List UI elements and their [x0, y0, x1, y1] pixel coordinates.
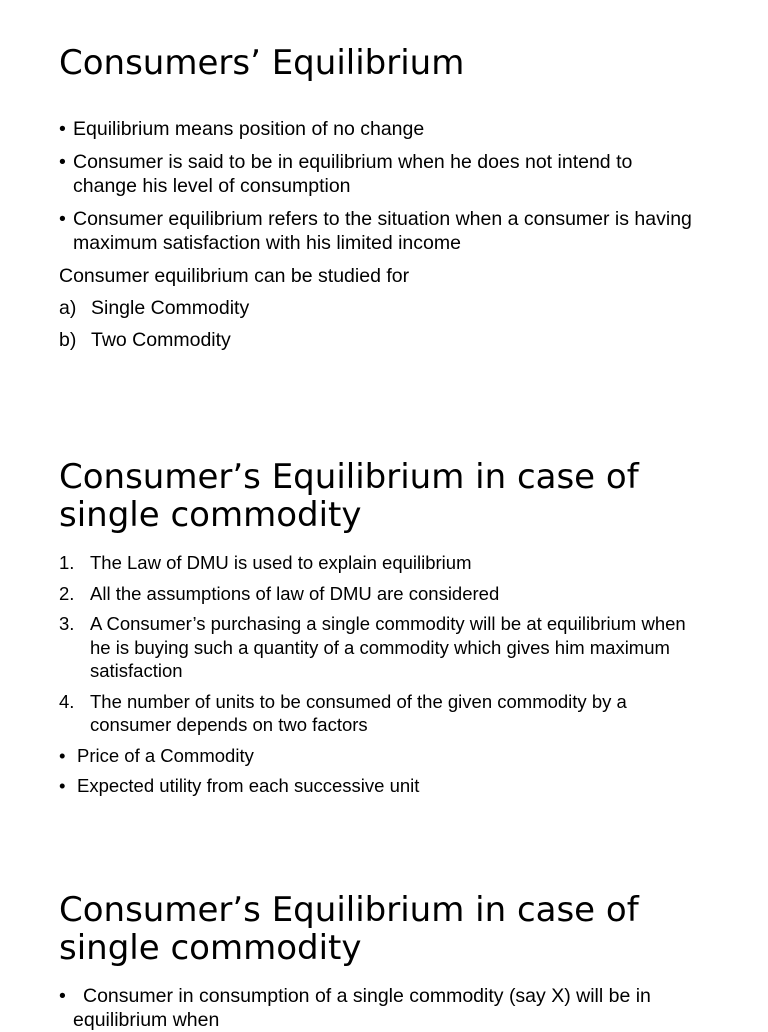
- bullet-dot: •: [59, 151, 66, 173]
- intro-text: Consumer equilibrium can be studied for: [59, 265, 410, 287]
- list-marker: 3.: [59, 613, 75, 634]
- bullet-dot: •: [59, 118, 66, 140]
- bullet-text: Consumer equilibrium refers to the situation when a consumer is having maximum satisfaction with his limited income: [73, 208, 692, 254]
- list-marker: b): [59, 329, 77, 351]
- bullet-text: Consumer in consumption of a single commodity (say X) will be in equilibrium when: [73, 985, 651, 1031]
- bullet-dot: •: [59, 775, 66, 796]
- list-text: Two Commodity: [91, 329, 231, 351]
- bullet-dot: •: [59, 985, 66, 1007]
- bullet-text: Equilibrium means position of no change: [73, 118, 425, 140]
- list-text: The Law of DMU is used to explain equilibrium: [90, 552, 472, 573]
- slide-3-body: [59, 984, 689, 1032]
- bullet-dot: •: [59, 208, 66, 230]
- slide-1-title: Consumers’ Equilibrium: [59, 43, 465, 83]
- bullet-text: Expected utility from each successive unit: [77, 775, 420, 796]
- list-marker: 1.: [59, 552, 75, 573]
- slide-3-title-line-2: single commodity: [59, 928, 362, 968]
- list-marker: 2.: [59, 582, 75, 604]
- list-text: Single Commodity: [91, 297, 250, 319]
- slide-3-title-line-1: Consumer’s Equilibrium in case of: [59, 890, 639, 930]
- list-text: The number of units to be consumed of the given commodity by a consumer depends on two factors: [90, 690, 627, 735]
- bullet-dot: •: [59, 744, 66, 766]
- slide-2-title-line-2: single commodity: [59, 495, 362, 535]
- bullet-text: Consumer is said to be in equilibrium when he does not intend to change his level of consumption: [73, 151, 633, 197]
- slide-2-title-line-1: Consumer’s Equilibrium in case of: [59, 457, 639, 497]
- bullet-item: [59, 984, 689, 1032]
- list-text: All the assumptions of law of DMU are considered: [90, 582, 500, 604]
- list-marker: a): [59, 297, 77, 319]
- list-marker: 4.: [59, 690, 75, 712]
- list-text: A Consumer’s purchasing a single commodity will be at equilibrium when he is buying such a quantity of a commodity which gives him maximum satisfaction: [90, 613, 686, 681]
- bullet-text: Price of a Commodity: [77, 744, 254, 766]
